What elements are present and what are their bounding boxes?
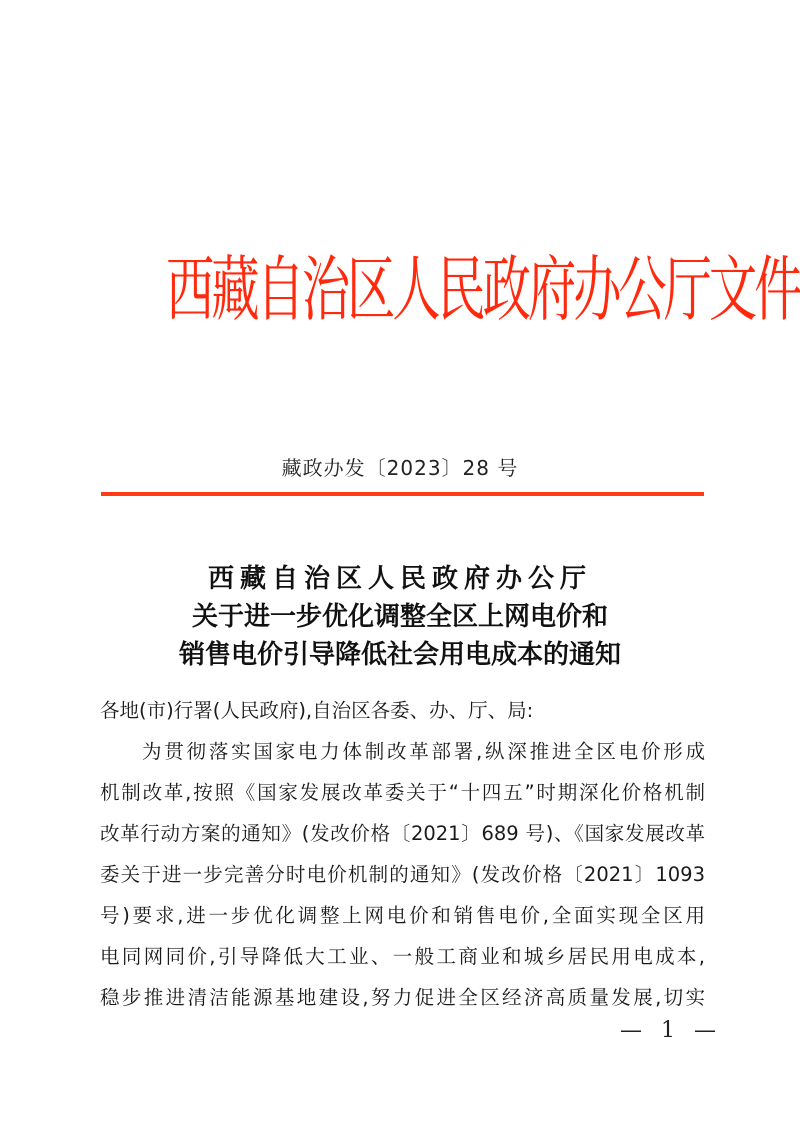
body-text xyxy=(100,690,705,1018)
body-line-4: 委关于进一步完善分时电价机制的通知》(发改价格〔2021〕1093 xyxy=(100,863,705,886)
addressee-line: 各地(市)行署(人民政府),自治区各委、办、厅、局: xyxy=(100,699,534,722)
title-line-3: 销售电价引导降低社会用电成本的通知 xyxy=(178,640,621,670)
page-number: — 1 — xyxy=(620,1018,722,1043)
document-number: 藏政办发〔2023〕28 号 xyxy=(281,456,519,480)
body-line-6: 电同网同价,引导降低大工业、一般工商业和城乡居民用电成本, xyxy=(100,945,705,968)
red-divider-rule xyxy=(101,492,704,496)
title-line-1: 西藏自治区人民政府办公厅 xyxy=(207,564,592,594)
body-line-2: 机制改革,按照《国家发展改革委关于“十四五”时期深化价格机制 xyxy=(100,781,705,804)
masthead-title: 西藏自治区人民政府办公厅文件 xyxy=(166,247,800,332)
body-line-5: 号)要求,进一步优化调整上网电价和销售电价,全面实现全区用 xyxy=(100,904,705,927)
body-line-7: 稳步推进清洁能源基地建设,努力促进全区经济高质量发展,切实 xyxy=(100,986,705,1009)
body-line-3: 改革行动方案的通知》(发改价格〔2021〕689 号)、《国家发展改革 xyxy=(100,822,705,845)
document-title xyxy=(0,560,800,674)
title-line-2: 关于进一步优化调整全区上网电价和 xyxy=(191,602,608,632)
body-line-1: 为贯彻落实国家电力体制改革部署,纵深推进全区电价形成 xyxy=(142,740,705,763)
